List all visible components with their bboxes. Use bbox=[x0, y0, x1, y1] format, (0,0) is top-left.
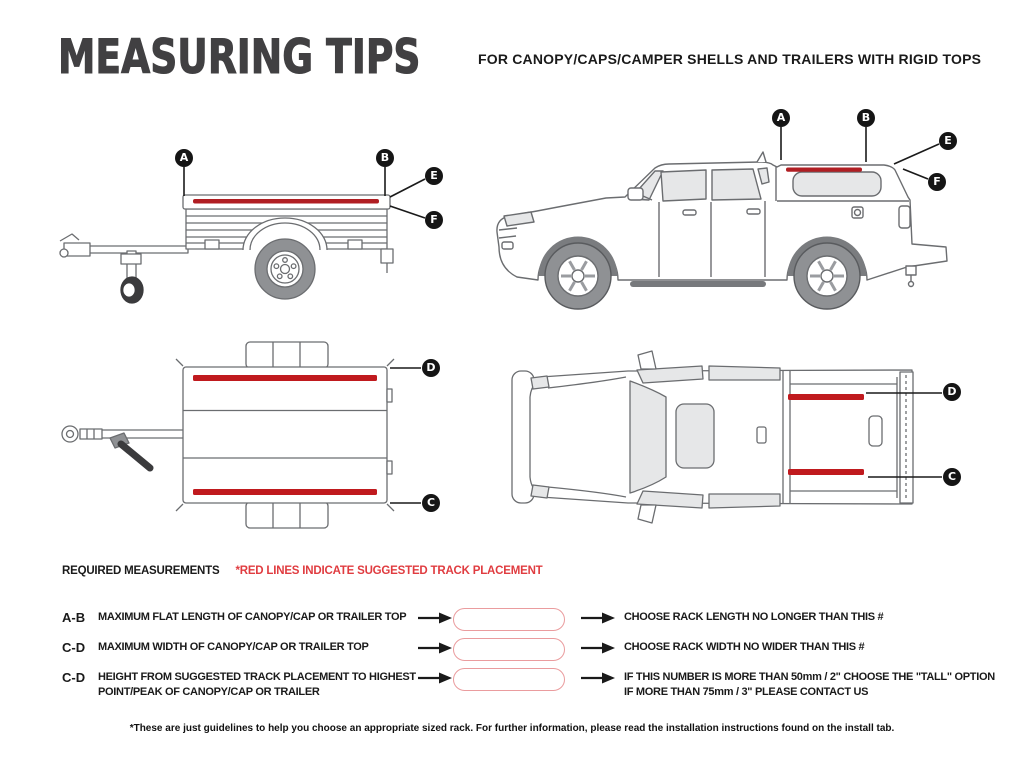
measurement-key: C-D bbox=[62, 640, 86, 655]
label-a-trailer-side: A bbox=[175, 149, 193, 167]
legend bbox=[62, 565, 543, 577]
measurement-key: C-D bbox=[62, 670, 86, 685]
guidance-line-1: IF THIS NUMBER IS MORE THAN 50mm / 2" CHOOSE THE "TALL" OPTION bbox=[624, 671, 995, 683]
guidance-line-2: IF MORE THAN 75mm / 3" PLEASE CONTACT US bbox=[624, 686, 869, 698]
measurement-guidance bbox=[624, 670, 1022, 700]
measurement-fill-in-box bbox=[453, 668, 565, 691]
page-subtitle: FOR CANOPY/CAPS/CAMPER SHELLS AND TRAILERS WITH RIGID TOPS bbox=[478, 51, 982, 67]
truck-side-view bbox=[497, 152, 947, 309]
page-title: MEASURING TIPS bbox=[58, 30, 421, 85]
label-e-trailer-side: E bbox=[425, 167, 443, 185]
trailer-side-view bbox=[60, 195, 393, 303]
measurement-description: MAXIMUM FLAT LENGTH OF CANOPY/CAP OR TRAILER TOP bbox=[98, 611, 407, 623]
label-c-truck-top: C bbox=[943, 468, 961, 486]
label-b-truck-side: B bbox=[857, 109, 875, 127]
footnote: *These are just guidelines to help you choose an appropriate sized rack. For further information, please read the installation instructions found on the install tab. bbox=[129, 723, 895, 734]
measurement-description: HEIGHT FROM SUGGESTED TRACK PLACEMENT TO HIGHEST POINT/PEAK OF CANOPY/CAP OR TRAILER bbox=[98, 671, 416, 698]
label-a-truck-side: A bbox=[772, 109, 790, 127]
arrow-right-icon bbox=[581, 642, 615, 654]
measurement-description: MAXIMUM WIDTH OF CANOPY/CAP OR TRAILER TOP bbox=[98, 641, 369, 653]
label-c-trailer-top: C bbox=[422, 494, 440, 512]
measurement-row-height bbox=[62, 668, 1022, 702]
required-measurements-label: REQUIRED MEASUREMENTS bbox=[62, 565, 220, 577]
measurement-fill-in-box bbox=[453, 608, 565, 631]
label-f-truck-side: F bbox=[928, 173, 946, 191]
trailer-top-view bbox=[62, 342, 394, 528]
measurement-row-length bbox=[62, 608, 1022, 642]
measurement-row-width bbox=[62, 638, 1022, 672]
label-d-truck-top: D bbox=[943, 383, 961, 401]
label-d-trailer-top: D bbox=[422, 359, 440, 377]
measurement-key: A-B bbox=[62, 610, 86, 625]
measurement-fill-in-box bbox=[453, 638, 565, 661]
arrow-right-icon bbox=[581, 672, 615, 684]
arrow-right-icon bbox=[581, 612, 615, 624]
truck-top-view bbox=[512, 351, 913, 523]
label-f-trailer-side: F bbox=[425, 211, 443, 229]
arrow-right-icon bbox=[418, 672, 452, 684]
arrow-right-icon bbox=[418, 612, 452, 624]
red-lines-note: *RED LINES INDICATE SUGGESTED TRACK PLACEMENT bbox=[235, 565, 543, 577]
label-e-truck-side: E bbox=[939, 132, 957, 150]
measurement-guidance bbox=[624, 610, 1022, 625]
guidance-line-1: CHOOSE RACK LENGTH NO LONGER THAN THIS # bbox=[624, 611, 884, 623]
guidance-line-1: CHOOSE RACK WIDTH NO WIDER THAN THIS # bbox=[624, 641, 865, 653]
arrow-right-icon bbox=[418, 642, 452, 654]
label-b-trailer-side: B bbox=[376, 149, 394, 167]
measurement-guidance bbox=[624, 640, 1022, 655]
